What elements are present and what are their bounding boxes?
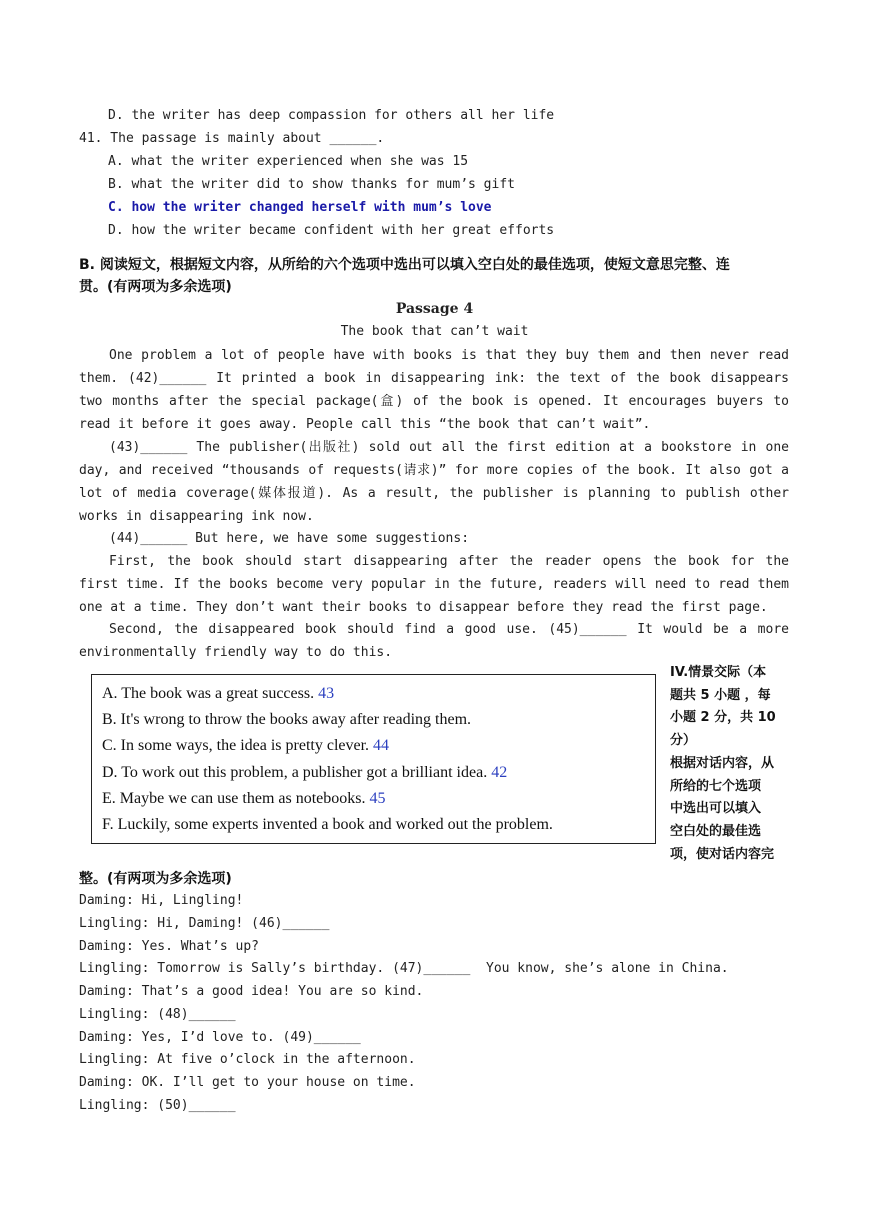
passage-paragraph: (43)______ The publisher(出版社) sold out all the first edition at a bookstore in one day, and received “thousands of requests(请求)” for more copies of the book. It also got a lot of media coverage(媒体报道). As a result, the publisher is planning to publish other works in disappearing ink now. [79,440,789,524]
q40-option-d: D. the writer has deep compassion for others all her life [108,108,555,123]
q41-option-c-answer: C. how the writer changed herself with mum’s love [108,200,492,215]
dialogue-line: Daming: That’s a good idea! You are so kind. [79,984,424,999]
dialogue-line: Daming: Hi, Lingling! [79,893,244,908]
q41-option-a: A. what the writer experienced when she was 15 [108,154,469,169]
q41-option-b: B. what the writer did to show thanks for mum’s gift [108,177,515,192]
option-d: D. To work out this problem, a publisher got a brilliant idea. 42 [102,763,508,781]
answer-number: 44 [373,737,390,755]
section-iv-instruction: IV.情景交际（本 题共 5 小题 ，每 小题 2 分，共 10 分） 根据对话内容，从 所给的七个选项 中选出可以填入 空白处的最佳选 项，使对话内容完 [670,665,776,862]
passage-title: The book that can’t wait [340,324,529,339]
passage-label: Passage 4 [395,301,474,317]
passage-paragraph: One problem a lot of people have with books is that they buy them and then never read them. (42)______ It printed a book in disappearing ink: the text of the book disappears two months after the special package(盒) of the book is opened. It encourages buyers to read it before it goes away. People call this “the book that can’t wait”. [79,348,789,432]
dialogue-line: Lingling: (48)______ [79,1007,236,1022]
dialogue-line: Daming: Yes, I’d love to. (49)______ [79,1030,361,1045]
dialogue-line: Lingling: (50)______ [79,1098,236,1113]
option-f: F. Luckily, some experts invented a book and worked out the problem. [102,816,553,834]
section-b-instruction-line2: 贯。(有两项为多余选项) [79,279,232,295]
dialogue-line: Daming: OK. I’ll get to your house on time. [79,1075,416,1090]
option-a: A. The book was a great success. 43 [102,685,335,702]
answer-number: 42 [491,763,508,781]
dialogue-line: Daming: Yes. What’s up? [79,939,260,954]
options-box [91,674,656,844]
option-b: B. It's wrong to throw the books away after reading them. [102,711,472,729]
option-c: C. In some ways, the idea is pretty clever. 44 [102,737,390,755]
passage-paragraph: Second, the disappeared book should find a good use. (45)______ It would be a more environmentally friendly way to do this. [79,622,789,660]
q41-option-d: D. how the writer became confident with her great efforts [108,223,555,238]
passage-paragraph: (44)______ But here, we have some suggestions: [109,531,470,546]
dialogue-line: Lingling: At five o’clock in the afternoon. [79,1052,416,1067]
q41-stem: 41. The passage is mainly about ______. [79,131,385,146]
dialogue-line: Lingling: Hi, Daming! (46)______ [79,916,330,931]
section-b-instruction-line1: B. 阅读短文，根据短文内容，从所给的六个选项中选出可以填入空白处的最佳选项，使短文意思完整、连 [79,257,730,273]
section-iv-continuation: 整。(有两项为多余选项) [79,871,232,887]
passage-paragraph: First, the book should start disappearing after the reader opens the book for the first time. If the books become very popular in the future, readers will need to read them one at a time. They don’t want their books to disappear before they read the first page. [79,554,789,615]
answer-number: 45 [369,789,386,807]
option-e: E. Maybe we can use them as notebooks. 45 [102,789,386,807]
dialogue-line: Lingling: Tomorrow is Sally’s birthday. (47)______ You know, she’s alone in China. [79,961,729,976]
answer-number: 43 [318,685,335,702]
